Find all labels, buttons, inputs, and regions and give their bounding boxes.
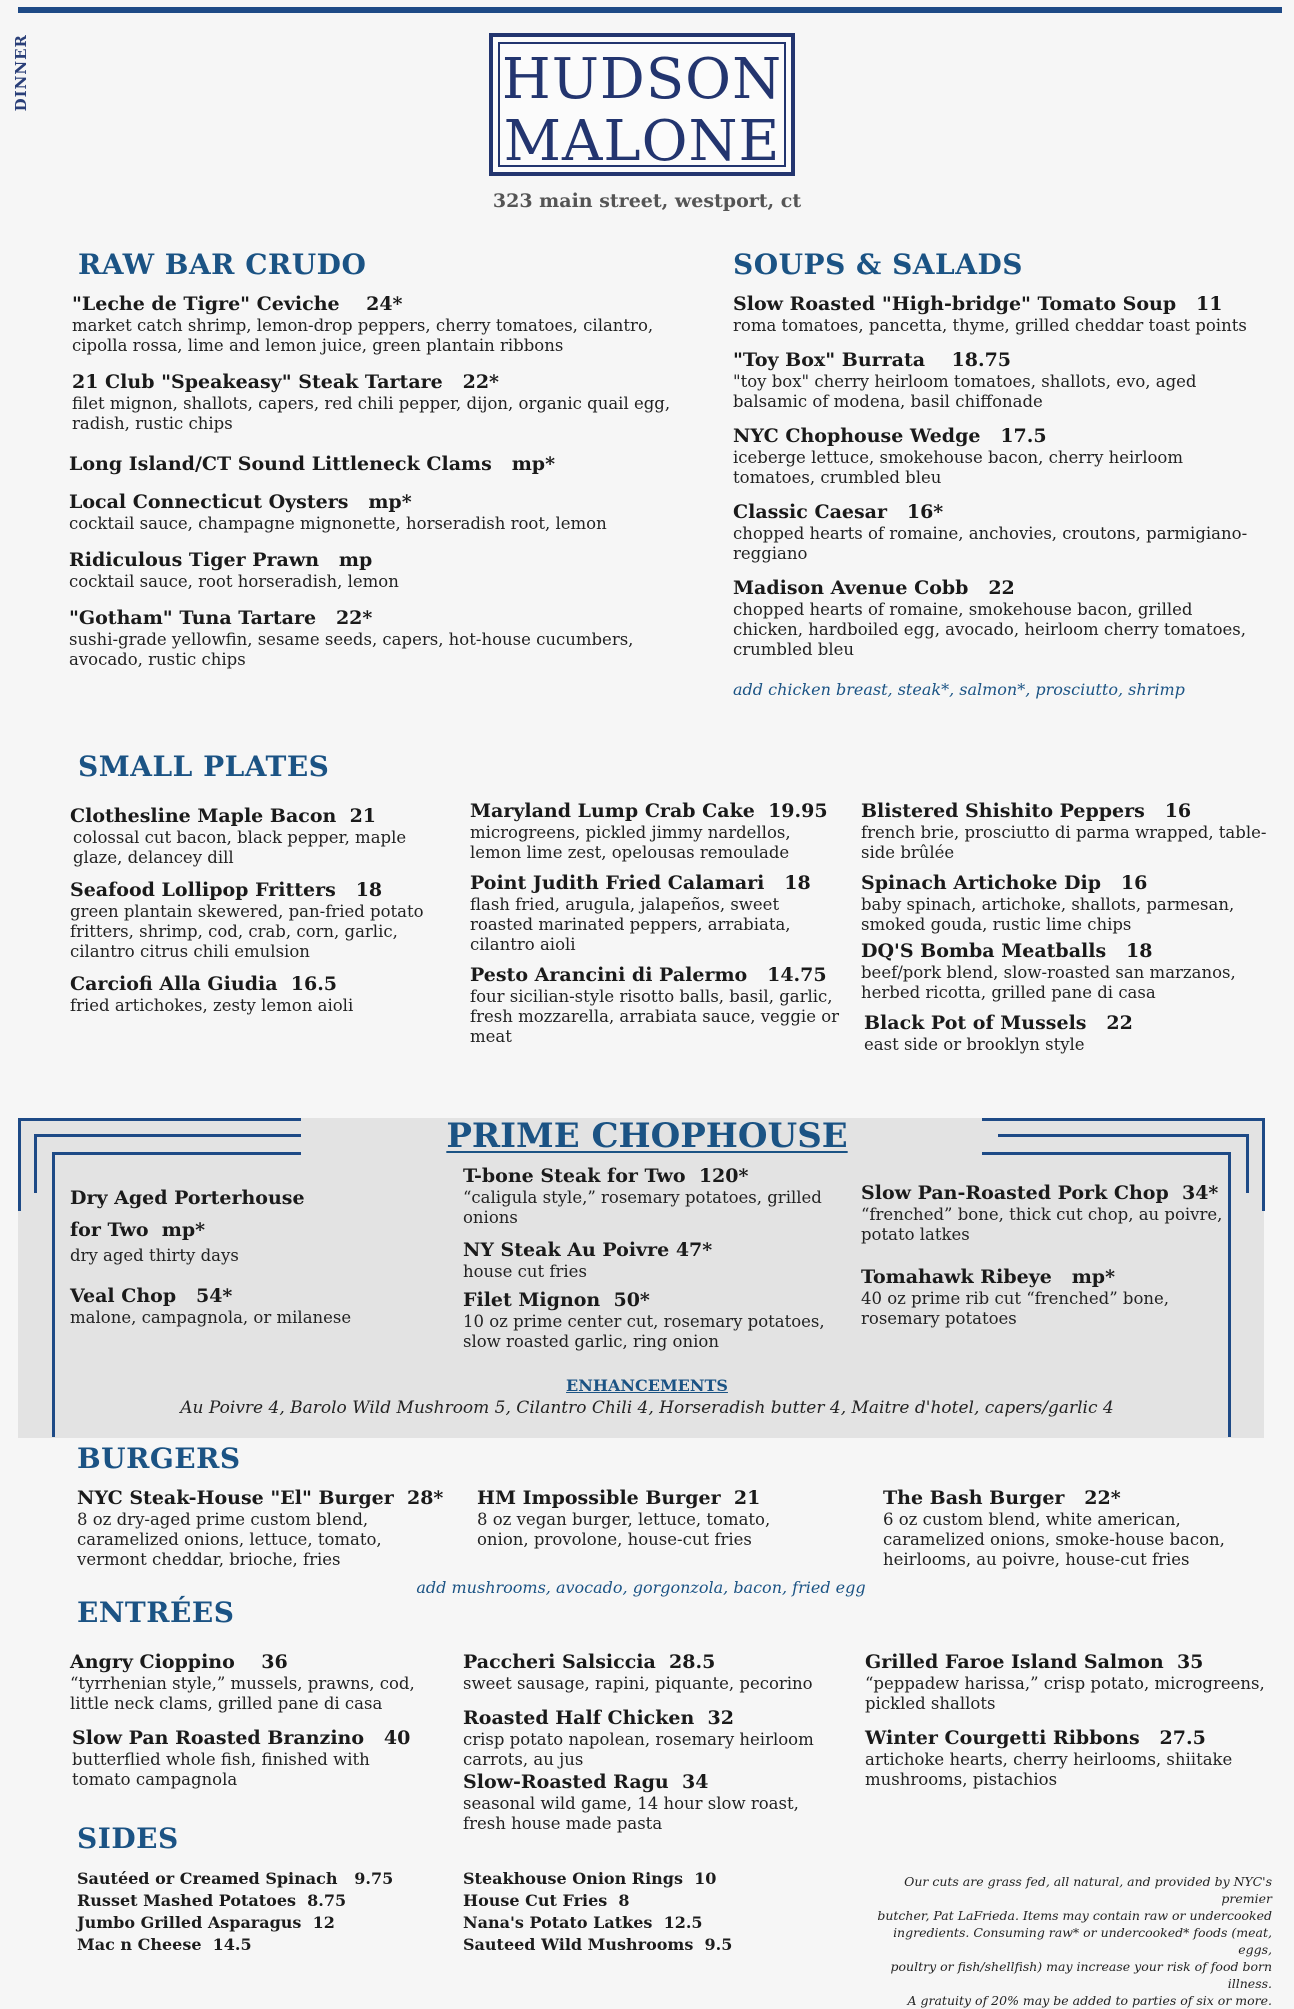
raw-bar-list [69, 292, 692, 670]
item-name: Russet Mashed Potatoes [77, 1891, 297, 1910]
item-description: “caligula style,” rosemary potatoes, grilled onions [463, 1188, 822, 1227]
restaurant-address: 323 main street, westport, ct [492, 190, 802, 212]
item-price: 19.95 [768, 800, 828, 822]
item-name: Jumbo Grilled Asparagus [77, 1913, 302, 1932]
menu-item [470, 799, 840, 863]
item-price: 16* [906, 501, 944, 523]
item-description: malone, campagnola, or milanese [70, 1308, 352, 1327]
side-item [77, 1890, 437, 1912]
item-name: Madison Avenue Cobb [733, 577, 969, 599]
menu-item [733, 500, 1263, 564]
item-price: 50* [613, 1289, 650, 1311]
item-description: flash fried, arugula, jalapeños, sweet roasted marinated peppers, arrabiata, cilantro aioli [470, 895, 791, 954]
disclaimer-line: A gratuity of 20% may be added to parties of six or more. [907, 1993, 1272, 2008]
menu-item [70, 972, 430, 1016]
item-description: artichoke hearts, cherry heirlooms, shiitake mushrooms, pistachios [865, 1750, 1233, 1789]
item-name: Grilled Faroe Island Salmon [865, 1651, 1164, 1673]
item-description: “peppadew harissa,” crisp potato, microgreens, pickled shallots [865, 1674, 1265, 1713]
item-description: dry aged thirty days [70, 1246, 239, 1265]
menu-item [865, 1650, 1265, 1714]
item-price: 35 [1176, 1651, 1204, 1673]
item-price: 8.75 [307, 1891, 347, 1910]
food-safety-disclaimer [860, 1873, 1272, 2009]
item-name: Local Connecticut Oysters [69, 491, 349, 513]
logo-line-1: HUDSON [501, 47, 783, 112]
item-name: Ridiculous Tiger Prawn [69, 549, 320, 571]
section-title-small-plates: SMALL PLATES [78, 750, 330, 783]
burger-item-3 [883, 1486, 1253, 1570]
item-price: mp* [368, 491, 412, 513]
menu-item [733, 576, 1263, 660]
item-description: chopped hearts of romaine, smokehouse bacon, grilled chicken, hardboiled egg, avocado, heirloom cherry tomatoes, crumbled bleu [733, 600, 1246, 659]
section-title-raw-bar: RAW BAR CRUDO [78, 248, 367, 281]
burger-item-1 [77, 1486, 447, 1570]
item-description: sweet sausage, rapini, piquante, pecorino [463, 1674, 813, 1693]
item-price: mp [338, 549, 373, 571]
item-name: Point Judith Fried Calamari [470, 872, 765, 894]
menu-type-label: DINNER [12, 34, 30, 112]
menu-item [733, 348, 1263, 412]
item-name: Winter Courgetti Ribbons [865, 1727, 1140, 1749]
burger-addon-note: add mushrooms, avocado, gorgonzola, bacon, fried egg [416, 1578, 866, 1597]
item-price: 22* [335, 607, 373, 629]
item-name: NY Steak Au Poivre [463, 1239, 670, 1261]
menu-item [463, 1650, 833, 1694]
item-description: market catch shrimp, lemon-drop peppers, cherry tomatoes, cilantro, cipolla rossa, lime and lemon juice, green plantain ribbons [72, 316, 654, 355]
section-title-entrees: ENTRÉES [77, 1596, 235, 1629]
item-price: 27.5 [1159, 1727, 1206, 1749]
logo-line-2: MALONE [503, 109, 781, 174]
item-name: Veal Chop [70, 1285, 177, 1307]
menu-item [470, 963, 840, 1047]
item-name: "Toy Box" Burrata [733, 349, 926, 371]
item-name: Tomahawk Ribeye [861, 1266, 1052, 1288]
item-description: iceberge lettuce, smokehouse bacon, cherry heirloom tomatoes, crumbled bleu [733, 448, 1183, 487]
item-name: Pesto Arancini di Palermo [470, 964, 748, 986]
chophouse-col-1 [70, 1182, 430, 1328]
item-name: Spinach Artichoke Dip [861, 872, 1101, 894]
side-item [463, 1890, 823, 1912]
menu-item [70, 1182, 430, 1266]
small-plates-col-3 [861, 799, 1271, 1055]
item-price: 18 [1126, 940, 1153, 962]
item-description: butterflied whole fish, finished with tomato campagnola [72, 1750, 370, 1789]
item-description: 8 oz vegan burger, lettuce, tomato, onion, provolone, house-cut fries [477, 1510, 771, 1549]
item-price: 34* [1181, 1182, 1219, 1204]
item-name: Seafood Lollipop Fritters [70, 879, 336, 901]
item-price: 32 [707, 1707, 734, 1729]
menu-item [733, 292, 1263, 336]
item-description: crisp potato napolean, rosemary heirloom carrots, au jus [463, 1730, 814, 1769]
item-price: 22 [988, 577, 1015, 599]
item-name: Sautéed or Creamed Spinach [77, 1869, 338, 1888]
item-name: Black Pot of Mussels [864, 1012, 1087, 1034]
sides-col-2 [463, 1868, 823, 1956]
item-name: The Bash Burger [883, 1487, 1065, 1509]
top-rule [18, 7, 1282, 13]
menu-item [861, 939, 1271, 1003]
item-description: colossal cut bacon, black pepper, maple glaze, delancey dill [73, 828, 407, 867]
item-name: Slow Roasted "High-bridge" Tomato Soup [733, 293, 1177, 315]
item-description: “frenched” bone, thick cut chop, au poivre, potato latkes [861, 1205, 1223, 1244]
item-price: 21 [349, 805, 377, 827]
disclaimer-line: butcher, Pat LaFrieda. Items may contain raw or undercooked [877, 1908, 1272, 1923]
item-price: 22 [1106, 1012, 1133, 1034]
item-price: 9.75 [354, 1869, 394, 1888]
burger-item-2 [477, 1486, 807, 1550]
item-price: mp* [511, 453, 556, 475]
item-price: 12 [312, 1913, 335, 1932]
item-description: chopped hearts of romaine, anchovies, croutons, parmigiano-reggiano [733, 524, 1248, 563]
item-price: 34 [681, 1771, 709, 1793]
item-name: Angry Cioppino [70, 1651, 235, 1673]
item-description: "toy box" cherry heirloom tomatoes, shallots, evo, aged balsamic of modena, basil chiffonade [733, 372, 1197, 411]
item-price: 47* [675, 1239, 713, 1261]
menu-item [861, 871, 1271, 935]
item-description: 10 oz prime center cut, rosemary potatoes, slow roasted garlic, ring onion [463, 1312, 825, 1351]
item-price: 14.75 [767, 964, 827, 986]
item-description: roma tomatoes, pancetta, thyme, grilled cheddar toast points [733, 316, 1247, 335]
disclaimer-line: ingredients. Consuming raw* or undercooked* foods (meat, eggs, [893, 1925, 1272, 1957]
item-name: "Leche de Tigre" Ceviche [72, 293, 340, 315]
item-name: Long Island/CT Sound Littleneck Clams [69, 453, 492, 475]
item-name: Roasted Half Chicken [463, 1707, 695, 1729]
menu-item [69, 548, 692, 592]
item-price: 21 [733, 1487, 761, 1509]
menu-item [470, 871, 840, 955]
item-description: east side or brooklyn style [864, 1035, 1085, 1054]
side-item [463, 1912, 823, 1934]
item-description: seasonal wild game, 14 hour slow roast, fresh house made pasta [463, 1794, 799, 1833]
item-name: Carciofi Alla Giudia [70, 973, 278, 995]
item-description: cocktail sauce, champagne mignonette, horseradish root, lemon [69, 514, 607, 533]
item-price: 40 [383, 1727, 411, 1749]
menu-item [70, 804, 430, 868]
enhancements-list: Au Poivre 4, Barolo Wild Mushroom 5, Cilantro Chili 4, Horseradish butter 4, Maitre d'hotel, capers/garlic 4 [180, 1398, 1114, 1418]
small-plates-col-1 [70, 804, 430, 1016]
item-price: 11 [1196, 293, 1223, 315]
item-description: filet mignon, shallots, capers, red chili pepper, dijon, organic quail egg, radish, rustic chips [72, 394, 671, 433]
side-item [77, 1912, 437, 1934]
menu-item [861, 1265, 1241, 1329]
item-price: 17.5 [1000, 425, 1047, 447]
menu-item [69, 490, 692, 534]
item-name: Slow-Roasted Ragu [463, 1771, 669, 1793]
section-title-sides: SIDES [77, 1822, 179, 1855]
item-price: 24* [366, 293, 403, 315]
item-name-cont: for Two [70, 1219, 149, 1241]
item-price: 28* [406, 1487, 444, 1509]
item-price: 54* [195, 1285, 233, 1307]
item-description: microgreens, pickled jimmy nardellos, lemon lime zest, opelousas remoulade [470, 823, 791, 862]
item-price: 10 [694, 1869, 717, 1888]
chophouse-col-3 [861, 1181, 1241, 1329]
menu-item [463, 1164, 833, 1228]
item-name: DQ'S Bomba Meatballs [861, 940, 1107, 962]
item-description: 6 oz custom blend, white american, caramelized onions, smoke-house bacon, heirlooms, au poivre, house-cut fries [883, 1510, 1225, 1569]
section-title-soups-salads: SOUPS & SALADS [733, 248, 1023, 281]
item-name: NYC Steak-House "El" Burger [77, 1487, 394, 1509]
enhancements-title: ENHANCEMENTS [566, 1376, 728, 1395]
menu-item [463, 1706, 833, 1770]
menu-item [69, 606, 692, 670]
item-description: house cut fries [463, 1262, 587, 1281]
menu-item [861, 1181, 1241, 1245]
menu-item [72, 292, 692, 356]
item-description: fried artichokes, zesty lemon aioli [70, 996, 354, 1015]
side-item [77, 1934, 437, 1956]
item-description: 8 oz dry-aged prime custom blend, caramelized onions, lettuce, tomato, vermont cheddar, brioche, fries [77, 1510, 382, 1569]
disclaimer-line: Our cuts are grass fed, all natural, and provided by NYC's premier [904, 1874, 1272, 1906]
item-name: "Gotham" Tuna Tartare [69, 607, 317, 629]
menu-item [72, 370, 692, 434]
item-name: Steakhouse Onion Rings [463, 1869, 683, 1888]
section-title-burgers: BURGERS [77, 1442, 241, 1475]
item-price: 14.5 [212, 1935, 252, 1954]
item-price: 16 [1164, 800, 1192, 822]
item-name: Maryland Lump Crab Cake [470, 800, 755, 822]
item-name: 21 Club "Speakeasy" Steak Tartare [72, 371, 443, 393]
menu-item [733, 424, 1263, 488]
item-price: 28.5 [669, 1651, 716, 1673]
restaurant-logo [489, 33, 795, 176]
menu-item [72, 1726, 430, 1790]
item-name: Blistered Shishito Peppers [861, 800, 1145, 822]
item-description: beef/pork blend, slow-roasted san marzanos, herbed ricotta, grilled pane di casa [861, 963, 1236, 1002]
menu-item [70, 878, 430, 962]
side-item [463, 1934, 823, 1956]
item-name: Sauteed Wild Mushrooms [463, 1935, 694, 1954]
entrees-col-1 [70, 1650, 430, 1790]
item-price: 22* [462, 371, 499, 393]
item-description: french brie, prosciutto di parma wrapped, table-side brûlée [861, 823, 1267, 862]
menu-item [463, 1770, 833, 1834]
menu-item [69, 452, 692, 476]
salad-addon-note: add chicken breast, steak*, salmon*, prosciutto, shrimp [733, 680, 1185, 699]
item-price: 18 [355, 879, 383, 901]
item-description: baby spinach, artichoke, shallots, parmesan, smoked gouda, rustic lime chips [861, 895, 1235, 934]
menu-item [463, 1238, 833, 1282]
item-name: T-bone Steak for Two [463, 1165, 686, 1187]
item-name: Nana's Potato Latkes [463, 1913, 653, 1932]
item-price: 16.5 [290, 973, 338, 995]
item-price: mp* [161, 1219, 206, 1241]
menu-item [463, 1288, 833, 1352]
item-name: House Cut Fries [463, 1891, 608, 1910]
item-price: mp* [1071, 1266, 1116, 1288]
item-price: 36 [261, 1651, 288, 1673]
item-name: Filet Mignon [463, 1289, 601, 1311]
sides-col-1 [77, 1868, 437, 1956]
chophouse-col-2 [463, 1164, 833, 1352]
item-name: Slow Pan Roasted Branzino [72, 1727, 365, 1749]
item-name: Classic Caesar [733, 501, 887, 523]
item-name: Mac n Cheese [77, 1935, 202, 1954]
menu-item [70, 1650, 430, 1714]
item-name: NYC Chophouse Wedge [733, 425, 981, 447]
item-price: 18.75 [951, 349, 1012, 371]
item-price: 22* [1084, 1487, 1121, 1509]
menu-item [865, 1726, 1265, 1790]
menu-item [864, 1011, 1271, 1055]
item-name: Paccheri Salsiccia [463, 1651, 656, 1673]
item-price: 9.5 [704, 1935, 733, 1954]
item-price: 12.5 [663, 1913, 703, 1932]
item-name: Clothesline Maple Bacon [70, 805, 337, 827]
soups-list [733, 292, 1263, 699]
section-title-chophouse: PRIME CHOPHOUSE [446, 1116, 848, 1156]
item-name: Slow Pan-Roasted Pork Chop [861, 1182, 1169, 1204]
side-item [463, 1868, 823, 1890]
item-price: 120* [698, 1165, 749, 1187]
item-description: 40 oz prime rib cut “frenched” bone, rosemary potatoes [861, 1289, 1170, 1328]
item-price: 18 [784, 872, 811, 894]
item-description: green plantain skewered, pan-fried potato fritters, shrimp, cod, crab, corn, garlic, cilantro citrus chili emulsion [70, 902, 424, 961]
side-item [77, 1868, 437, 1890]
item-description: sushi-grade yellowfin, sesame seeds, capers, hot-house cucumbers, avocado, rustic chips [69, 630, 634, 669]
menu-item [70, 1284, 430, 1328]
item-description: cocktail sauce, root horseradish, lemon [69, 572, 399, 591]
item-name: Dry Aged Porterhouse [70, 1187, 305, 1209]
entrees-col-2 [463, 1650, 833, 1834]
item-description: four sicilian-style risotto balls, basil, garlic, fresh mozzarella, arrabiata sauce, veggie or meat [470, 987, 840, 1046]
entrees-col-3 [865, 1650, 1265, 1790]
item-description: “tyrrhenian style,” mussels, prawns, cod, little neck clams, grilled pane di casa [70, 1674, 415, 1713]
small-plates-col-2 [470, 799, 840, 1047]
item-price: 16 [1120, 872, 1148, 894]
menu-item [861, 799, 1271, 863]
item-price: 8 [618, 1891, 630, 1910]
item-name: HM Impossible Burger [477, 1487, 721, 1509]
disclaimer-line: poultry or fish/shellfish) may increase your risk of food born illness. [890, 1959, 1272, 1991]
